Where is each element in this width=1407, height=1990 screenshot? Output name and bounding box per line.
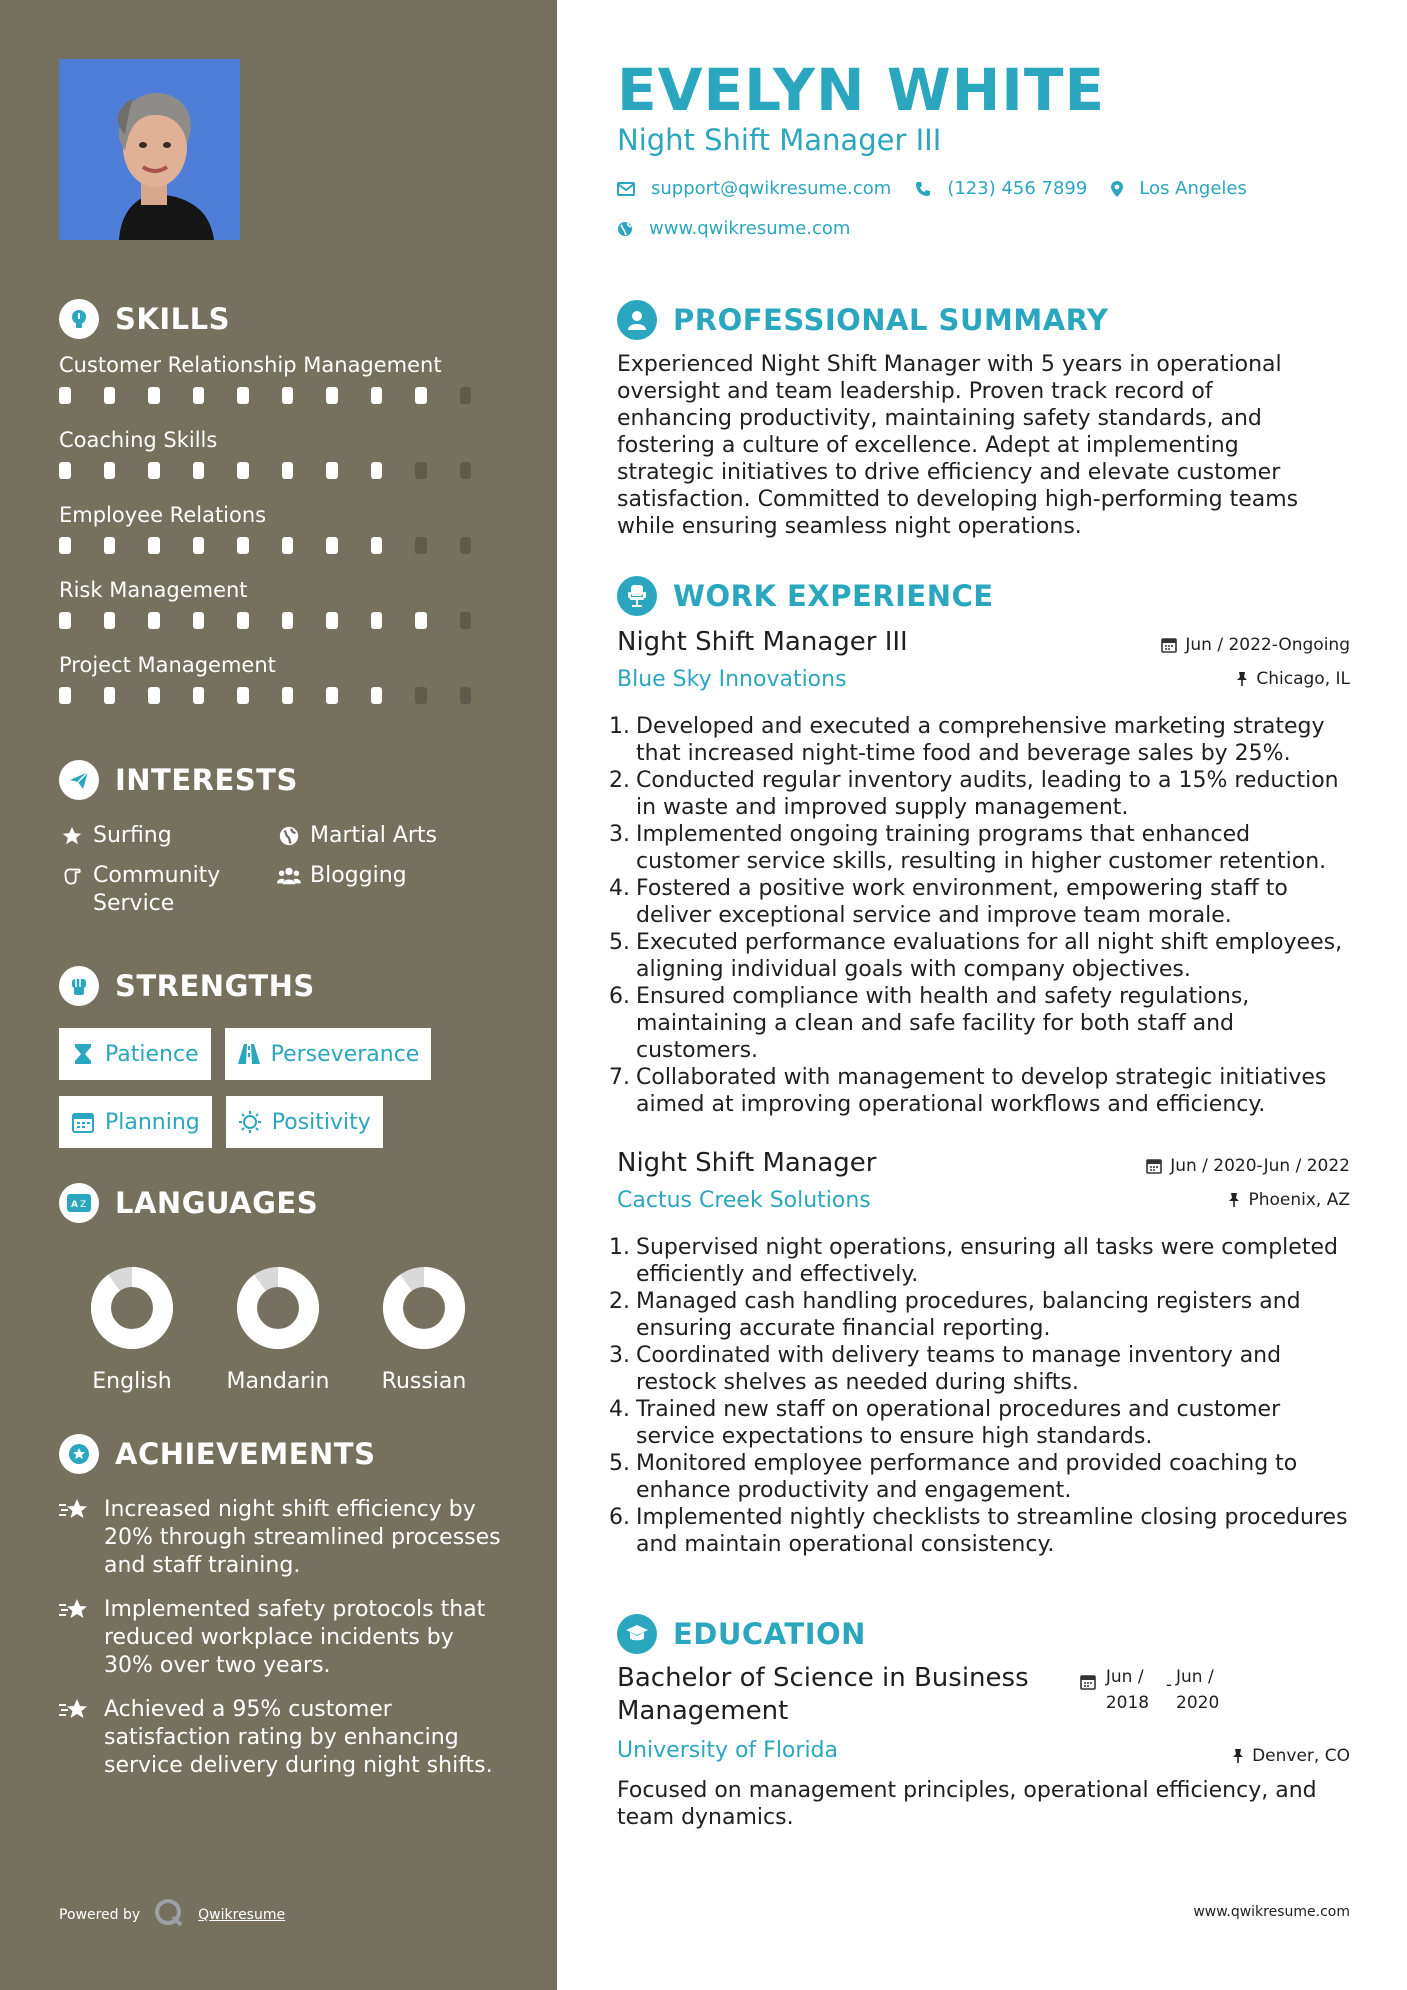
calendar-icon: [1146, 1158, 1162, 1174]
achievement-text: Achieved a 95% customer satisfaction rating by enhancing service delivery during night shifts.: [104, 1697, 493, 1778]
interest-label: Martial Arts: [310, 823, 438, 848]
skill-dot: [193, 687, 205, 704]
duty-item: Coordinated with delivery teams to manage inventory and restock shelves as needed during shifts.: [636, 1343, 1282, 1395]
interests-section: [59, 760, 504, 918]
achievement-text: Implemented safety protocols that reduced workplace incidents by 30% over two years.: [104, 1597, 486, 1678]
duty-item: Implemented nightly checklists to streamline closing procedures and maintain operational consistency.: [636, 1505, 1348, 1557]
skill-dot: [148, 612, 160, 629]
interest-label: Surfing: [93, 823, 172, 848]
phone-number[interactable]: (123) 456 7899: [947, 178, 1088, 199]
powered-by-label: Powered by: [59, 1907, 141, 1923]
skill-dot: [371, 462, 383, 479]
interest-item: [59, 862, 276, 918]
email-link[interactable]: support@qwikresume.com: [651, 178, 892, 199]
education-header: [617, 1614, 866, 1654]
website-link[interactable]: www.qwikresume.com: [649, 218, 851, 239]
skills-list: [59, 351, 504, 726]
skill-dot: [59, 387, 71, 404]
language-name: Russian: [381, 1369, 467, 1394]
degree: Bachelor of Science in Business Management: [617, 1663, 1029, 1726]
achievement-item: [59, 1696, 504, 1780]
job-company: Blue Sky Innovations: [617, 667, 847, 692]
skill-name: Customer Relationship Management: [59, 353, 442, 377]
skill-dot: [148, 387, 160, 404]
duty-item: Executed performance evaluations for all night shift employees, aligning individual goals with company objectives.: [636, 930, 1343, 982]
globe-icon: [276, 822, 302, 850]
skill-dot: [371, 537, 383, 554]
job-entry: [617, 627, 1350, 1118]
skill-dot: [193, 462, 205, 479]
lightbulb-icon: [59, 299, 99, 339]
skill-dot: [237, 612, 249, 629]
envelope-icon: [617, 182, 635, 196]
hourglass-icon: [71, 1042, 95, 1066]
skill-dot: [282, 537, 294, 554]
skill-dot: [148, 537, 160, 554]
skill-dot: [104, 612, 116, 629]
education-dates: [1080, 1664, 1236, 1716]
powered-by: [59, 1898, 285, 1932]
calendar-icon: [71, 1110, 95, 1134]
languages-section: [59, 1183, 504, 1394]
skill-dot: [104, 462, 116, 479]
skill-dot: [282, 612, 294, 629]
language-level-ring: [381, 1265, 467, 1351]
candidate-name: EVELYN WHITE: [617, 56, 1106, 124]
map-pin-icon: [1111, 181, 1123, 197]
skill-dot: [371, 612, 383, 629]
website-line: [617, 218, 874, 239]
footer-website[interactable]: www.qwikresume.com: [1193, 1904, 1350, 1920]
education-location-text: Denver, CO: [1252, 1746, 1350, 1766]
shooting-star-icon: [59, 1696, 91, 1724]
skill-dot: [282, 462, 294, 479]
skill-dot: [282, 387, 294, 404]
language-name: English: [92, 1369, 172, 1394]
skill-name: Employee Relations: [59, 503, 267, 527]
calendar-icon: [1161, 637, 1177, 653]
job-role: Night Shift Manager III: [617, 627, 908, 657]
svg-text:Z: Z: [80, 1200, 87, 1210]
skill-dot: [148, 462, 160, 479]
skill-dot: [104, 687, 116, 704]
pushpin-icon: [1232, 1748, 1244, 1764]
strength-tag: [59, 1028, 211, 1080]
user-icon: [617, 300, 657, 340]
skills-section: [59, 299, 504, 726]
language-level-ring: [89, 1265, 175, 1351]
location-text: Los Angeles: [1139, 178, 1247, 199]
shooting-star-icon: [59, 1496, 91, 1524]
sun-icon: [238, 1110, 262, 1134]
road-icon: [237, 1042, 261, 1066]
skill-level: [59, 462, 504, 479]
skill-dot: [460, 537, 472, 554]
skill-dot: [326, 612, 338, 629]
language-item: [205, 1265, 351, 1394]
strength-label: Perseverance: [270, 1041, 420, 1067]
interest-label: Blogging: [310, 863, 407, 888]
strength-tag: [59, 1096, 212, 1148]
duty-item: Managed cash handling procedures, balancing registers and ensuring accurate financial reporting.: [636, 1289, 1301, 1341]
strength-label: Positivity: [271, 1109, 371, 1135]
skill-dot: [371, 687, 383, 704]
edu-end-month: Jun /: [1176, 1667, 1214, 1687]
strength-tag: [225, 1028, 432, 1080]
job-location: [1228, 1190, 1350, 1210]
skill-item: [59, 576, 504, 651]
strength-label: Planning: [105, 1109, 200, 1135]
skill-item: [59, 351, 504, 426]
school: University of Florida: [617, 1738, 838, 1763]
summary-text: Experienced Night Shift Manager with 5 years in operational oversight and team leadership. Proven track record of enhancing productivity, maintaining safety standards, and fostering a culture of excellence. Adept at implementing strategic initiatives to drive efficiency and elevate customer satisfaction. Committed to developing high-performing teams while ensuring seamless night operations.: [617, 352, 1299, 539]
duty-item: Implemented ongoing training programs that enhanced customer service skills, resulting in higher customer retention.: [636, 822, 1327, 874]
interest-label: Community Service: [93, 863, 221, 916]
translate-icon: [59, 1183, 99, 1223]
job-location-text: Chicago, IL: [1256, 669, 1350, 689]
duty-item: Collaborated with management to develop strategic initiatives aimed at improving operational workflows and efficiency.: [636, 1065, 1327, 1117]
skill-level: [59, 687, 504, 704]
interest-item: [276, 822, 476, 850]
skill-name: Risk Management: [59, 578, 248, 602]
pushpin-icon: [1236, 671, 1248, 687]
skill-dot: [59, 612, 71, 629]
edu-start-year: 2018: [1105, 1693, 1150, 1713]
strengths-heading: STRENGTHS: [115, 969, 315, 1003]
skill-level: [59, 612, 504, 629]
strengths-section: [59, 966, 504, 1148]
skill-dot: [193, 387, 205, 404]
skill-dot: [415, 537, 427, 554]
skill-dot: [326, 462, 338, 479]
strength-tag: [226, 1096, 383, 1148]
duty-item: Ensured compliance with health and safety regulations, maintaining a clean and safe facility for both staff and customers.: [636, 984, 1250, 1063]
skill-dot: [59, 462, 71, 479]
summary-heading: PROFESSIONAL SUMMARY: [673, 303, 1109, 337]
job-entry: [617, 1148, 1350, 1558]
strength-label: Patience: [105, 1041, 199, 1067]
users-icon: [276, 862, 302, 890]
job-date: [1161, 635, 1350, 655]
skill-dot: [326, 687, 338, 704]
skill-dot: [237, 462, 249, 479]
skill-dot: [59, 687, 71, 704]
pushpin-icon: [1228, 1192, 1240, 1208]
duty-item: Fostered a positive work environment, empowering staff to deliver exceptional service and improve team morale.: [636, 876, 1288, 928]
skill-item: [59, 426, 504, 501]
award-star-icon: [59, 1434, 99, 1474]
experience-heading: WORK EXPERIENCE: [673, 579, 994, 613]
skill-dot: [148, 687, 160, 704]
skill-dot: [193, 537, 205, 554]
education-heading: EDUCATION: [673, 1617, 866, 1651]
skill-dot: [415, 612, 427, 629]
achievement-item: [59, 1496, 504, 1580]
profile-photo: [59, 59, 240, 240]
skill-dot: [460, 387, 472, 404]
skill-dot: [460, 687, 472, 704]
summary-header: [617, 300, 1108, 340]
skill-dot: [237, 537, 249, 554]
skill-dot: [460, 612, 472, 629]
achievement-text: Increased night shift efficiency by 20% through streamlined processes and staff training.: [104, 1497, 501, 1578]
job-date-text: Jun / 2022-Ongoing: [1185, 635, 1350, 655]
job-company: Cactus Creek Solutions: [617, 1188, 871, 1213]
edu-end-year: 2020: [1176, 1693, 1220, 1713]
job-location-text: Phoenix, AZ: [1248, 1190, 1350, 1210]
skill-name: Project Management: [59, 653, 276, 677]
chair-icon: [617, 576, 657, 616]
duty-item: Trained new staff on operational procedures and customer service expectations to ensure high standards.: [636, 1397, 1281, 1449]
duty-item: Developed and executed a comprehensive marketing strategy that increased night-time food and beverage sales by 25%.: [636, 714, 1325, 766]
contact-line: [617, 178, 1271, 199]
interest-item: [276, 862, 476, 918]
phone-icon: [915, 181, 931, 197]
interest-item: [59, 822, 276, 850]
sidebar: [0, 0, 557, 1990]
interests-heading: INTERESTS: [115, 763, 298, 797]
skill-dot: [193, 612, 205, 629]
language-level-ring: [235, 1265, 321, 1351]
hand-icon: [59, 862, 85, 890]
job-date: [1146, 1156, 1350, 1176]
language-name: Mandarin: [226, 1369, 330, 1394]
skill-dot: [59, 537, 71, 554]
skill-dot: [104, 387, 116, 404]
language-item: [351, 1265, 497, 1394]
skill-level: [59, 387, 504, 404]
skill-dot: [237, 387, 249, 404]
candidate-title: Night Shift Manager III: [617, 123, 942, 157]
education-location: [1232, 1746, 1350, 1766]
qwikresume-logo-icon: [154, 1898, 184, 1932]
star-icon: [59, 822, 85, 850]
experience-header: [617, 576, 994, 616]
skills-heading: SKILLS: [115, 302, 230, 336]
skill-level: [59, 537, 504, 554]
job-duties: [617, 713, 1350, 1118]
achievements-section: [59, 1434, 504, 1796]
job-date-text: Jun / 2020-Jun / 2022: [1170, 1156, 1350, 1176]
globe-icon: [617, 221, 633, 237]
calendar-icon: [1080, 1674, 1096, 1690]
skill-dot: [104, 537, 116, 554]
shooting-star-icon: [59, 1596, 91, 1624]
qwikresume-link[interactable]: Qwikresume: [198, 1907, 286, 1923]
language-item: [59, 1265, 205, 1394]
skill-dot: [326, 537, 338, 554]
job-duties: [617, 1234, 1350, 1558]
job-location: [1236, 669, 1350, 689]
fist-icon: [59, 966, 99, 1006]
skill-dot: [282, 687, 294, 704]
paper-plane-icon: [59, 760, 99, 800]
graduation-icon: [617, 1614, 657, 1654]
skill-dot: [415, 462, 427, 479]
skill-dot: [237, 687, 249, 704]
edu-start-month: Jun /: [1105, 1667, 1144, 1687]
achievements-heading: ACHIEVEMENTS: [115, 1437, 376, 1471]
skill-dot: [326, 387, 338, 404]
languages-heading: LANGUAGES: [115, 1186, 319, 1220]
education-entry: [617, 1662, 1350, 1831]
achievement-item: [59, 1596, 504, 1680]
skill-item: [59, 501, 504, 576]
skill-item: [59, 651, 504, 726]
skill-dot: [415, 387, 427, 404]
duty-item: Supervised night operations, ensuring all tasks were completed efficiently and effectively.: [636, 1235, 1338, 1287]
date-dash: -: [1165, 1675, 1172, 1695]
job-role: Night Shift Manager: [617, 1148, 877, 1178]
skill-dot: [415, 687, 427, 704]
skill-dot: [460, 462, 472, 479]
svg-text:A: A: [71, 1200, 78, 1210]
skill-name: Coaching Skills: [59, 428, 218, 452]
duty-item: Conducted regular inventory audits, leading to a 15% reduction in waste and improved supply management.: [636, 768, 1339, 820]
education-description: Focused on management principles, operational efficiency, and team dynamics.: [617, 1778, 1317, 1830]
skill-dot: [371, 387, 383, 404]
duty-item: Monitored employee performance and provided coaching to enhance productivity and engagement.: [636, 1451, 1298, 1503]
